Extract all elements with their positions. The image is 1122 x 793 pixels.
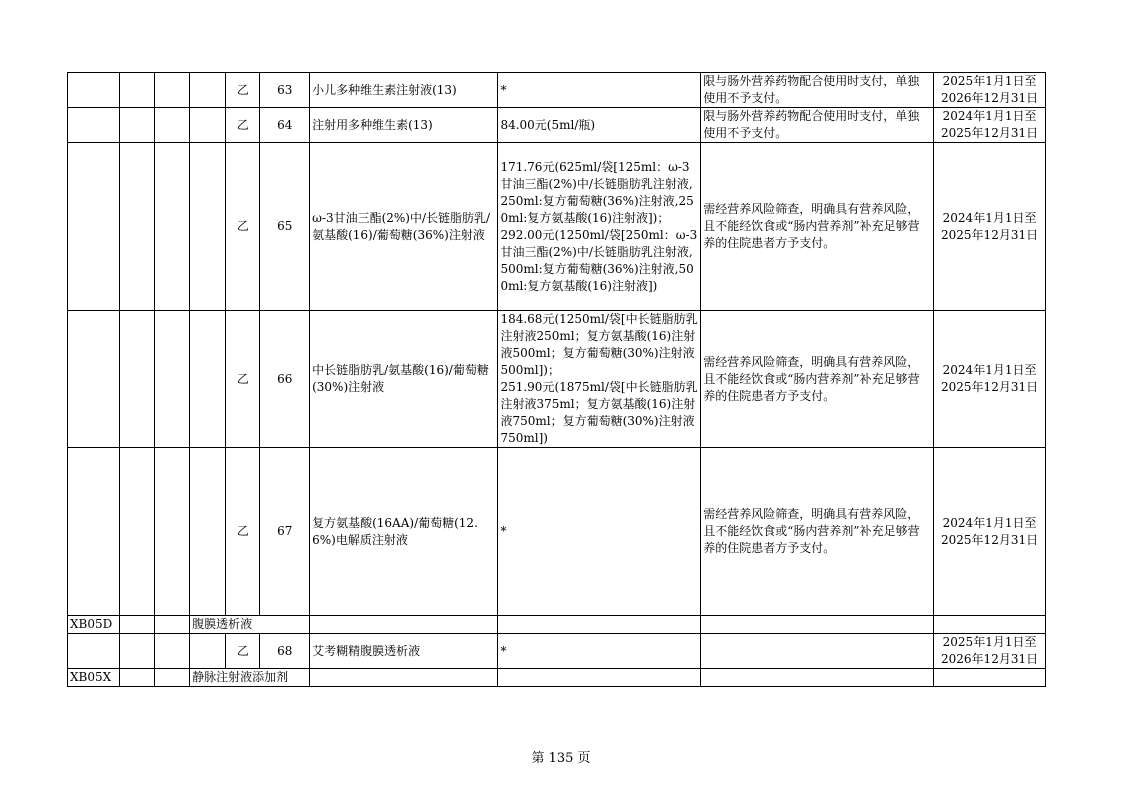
- price-cell: 171.76元(625ml/袋[125ml：ω-3甘油三酯(2%)中/长链脂肪乳注射液,250ml:复方葡萄糖(36%)注射液,250ml:复方氨基酸(16)注射液])； 292.00元(1250ml/袋[250ml：ω-3甘油三酯(2%)中/长链脂肪乳注射液,500ml:复方葡萄糖(36%)注射液,500ml:复方氨基酸(16)注射液]): [498, 143, 701, 311]
- period-cell: 2025年1月1日至 2026年12月31日: [934, 634, 1046, 669]
- drug-name-cell: 复方氨基酸(16AA)/葡萄糖(12.6%)电解质注射液: [310, 448, 498, 616]
- table-row: [68, 73, 1046, 108]
- group-label: 腹膜透析液: [190, 616, 310, 634]
- drug-name-cell: ω-3甘油三酯(2%)中/长链脂肪乳/氨基酸(16)/葡萄糖(36%)注射液: [310, 143, 498, 311]
- table-row: [68, 311, 1046, 448]
- category-cell: 乙: [226, 108, 260, 143]
- number-cell: 68: [260, 634, 310, 669]
- group-label: 静脉注射液添加剂: [190, 669, 310, 687]
- code-cell: [68, 311, 120, 448]
- code-cell: [68, 73, 120, 108]
- table-row: [68, 143, 1046, 311]
- restriction-cell: 限与肠外营养药物配合使用时支付，单独使用不予支付。: [701, 108, 934, 143]
- restriction-cell: 限与肠外营养药物配合使用时支付，单独使用不予支付。: [701, 73, 934, 108]
- restriction-cell: 需经营养风险筛查，明确具有营养风险，且不能经饮食或“肠内营养剂”补充足够营养的住院患者方予支付。: [701, 311, 934, 448]
- number-cell: 66: [260, 311, 310, 448]
- restriction-cell: 需经营养风险筛查，明确具有营养风险，且不能经饮食或“肠内营养剂”补充足够营养的住院患者方予支付。: [701, 143, 934, 311]
- restriction-cell: [701, 634, 934, 669]
- drug-name-cell: 小儿多种维生素注射液(13): [310, 73, 498, 108]
- group-code: XB05X: [68, 669, 120, 687]
- table-row: [68, 448, 1046, 616]
- drug-name-cell: 艾考糊精腹膜透析液: [310, 634, 498, 669]
- table-row: [68, 634, 1046, 669]
- group-code: XB05D: [68, 616, 120, 634]
- number-cell: 65: [260, 143, 310, 311]
- price-cell: *: [498, 448, 701, 616]
- category-cell: 乙: [226, 143, 260, 311]
- drug-list-table: [67, 72, 1046, 687]
- number-cell: 67: [260, 448, 310, 616]
- group-row-iv-additive: [68, 669, 1046, 687]
- period-cell: 2024年1月1日至 2025年12月31日: [934, 448, 1046, 616]
- period-cell: 2025年1月1日至 2026年12月31日: [934, 73, 1046, 108]
- number-cell: 63: [260, 73, 310, 108]
- code-cell: [68, 634, 120, 669]
- number-cell: 64: [260, 108, 310, 143]
- price-cell: *: [498, 634, 701, 669]
- category-cell: 乙: [226, 448, 260, 616]
- category-cell: 乙: [226, 311, 260, 448]
- table-row: [68, 108, 1046, 143]
- price-cell: 184.68元(1250ml/袋[中长链脂肪乳注射液250ml；复方氨基酸(16)注射液500ml；复方葡萄糖(30%)注射液500ml])； 251.90元(1875ml/袋[中长链脂肪乳注射液375ml；复方氨基酸(16)注射液750ml；复方葡萄糖(30%)注射液750ml]): [498, 311, 701, 448]
- price-cell: *: [498, 73, 701, 108]
- drug-name-cell: 中长链脂肪乳/氨基酸(16)/葡萄糖(30%)注射液: [310, 311, 498, 448]
- restriction-cell: 需经营养风险筛查，明确具有营养风险，且不能经饮食或“肠内营养剂”补充足够营养的住院患者方予支付。: [701, 448, 934, 616]
- code-cell: [68, 448, 120, 616]
- price-cell: 84.00元(5ml/瓶): [498, 108, 701, 143]
- page-number: 第 135 页: [531, 751, 591, 766]
- code-cell: [68, 108, 120, 143]
- period-cell: 2024年1月1日至 2025年12月31日: [934, 108, 1046, 143]
- period-cell: 2024年1月1日至 2025年12月31日: [934, 143, 1046, 311]
- group-row-peritoneal: [68, 616, 1046, 634]
- code-cell: [68, 143, 120, 311]
- period-cell: 2024年1月1日至 2025年12月31日: [934, 311, 1046, 448]
- category-cell: 乙: [226, 634, 260, 669]
- drug-name-cell: 注射用多种维生素(13): [310, 108, 498, 143]
- category-cell: 乙: [226, 73, 260, 108]
